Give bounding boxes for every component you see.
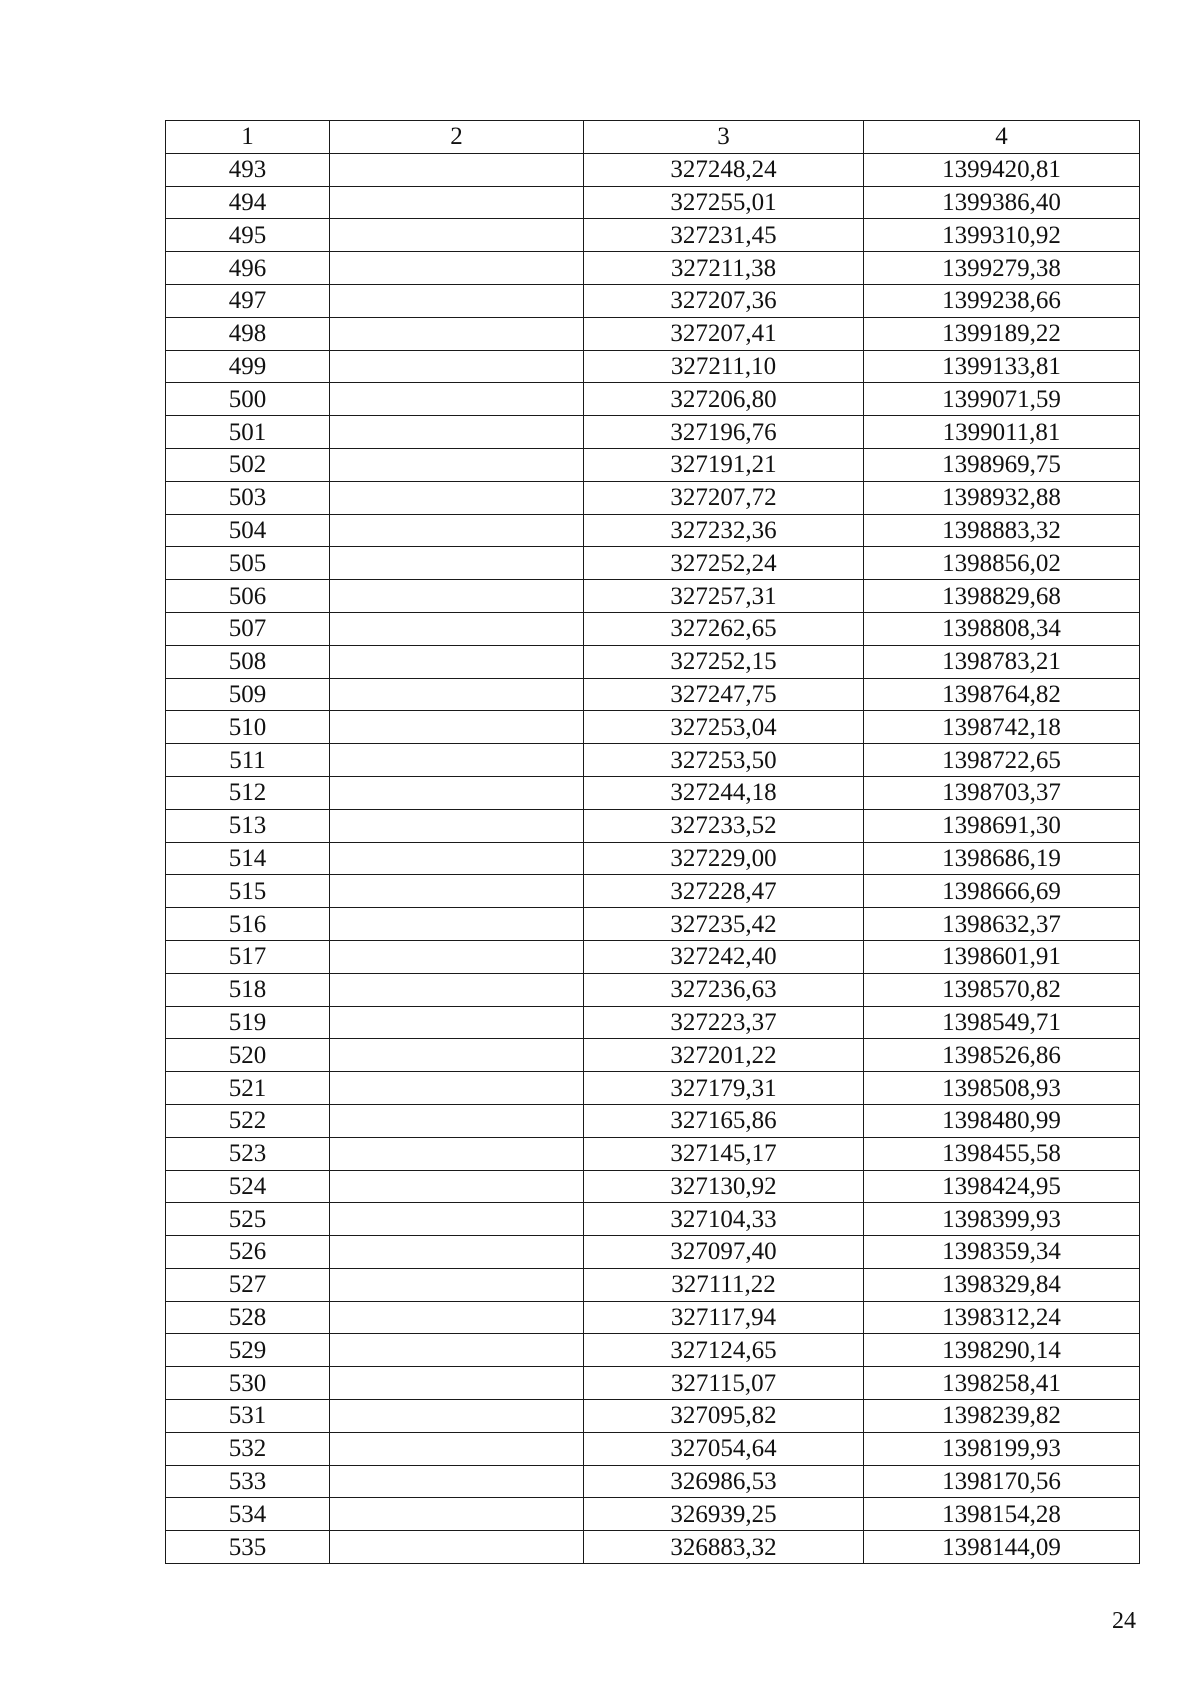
table-cell-col-2 — [330, 350, 584, 383]
table-cell-col-1: 518 — [166, 973, 330, 1006]
table-cell-col-3: 327228,47 — [584, 875, 864, 908]
table-cell-col-4: 1399133,81 — [864, 350, 1140, 383]
table-cell-col-1: 529 — [166, 1334, 330, 1367]
table-cell-col-2 — [330, 1268, 584, 1301]
table-cell-col-4: 1398632,37 — [864, 908, 1140, 941]
table-cell-col-3: 327201,22 — [584, 1039, 864, 1072]
table-cell-col-2 — [330, 1301, 584, 1334]
table-cell-col-3: 327253,50 — [584, 744, 864, 777]
table-row — [166, 481, 1140, 514]
table-cell-col-1: 519 — [166, 1006, 330, 1039]
table-cell-col-1: 521 — [166, 1072, 330, 1105]
table-row — [166, 645, 1140, 678]
table-cell-col-3: 327207,36 — [584, 284, 864, 317]
table-cell-col-4: 1398969,75 — [864, 448, 1140, 481]
table-cell-col-3: 327115,07 — [584, 1367, 864, 1400]
table-cell-col-4: 1398508,93 — [864, 1072, 1140, 1105]
table-cell-col-2 — [330, 1203, 584, 1236]
table-row — [166, 1072, 1140, 1105]
table-cell-col-1: 497 — [166, 284, 330, 317]
table-cell-col-1: 500 — [166, 383, 330, 416]
table-cell-col-4: 1399310,92 — [864, 219, 1140, 252]
table-cell-col-2 — [330, 1498, 584, 1531]
table-row — [166, 1039, 1140, 1072]
table-cell-col-4: 1398783,21 — [864, 645, 1140, 678]
table-cell-col-3: 327252,15 — [584, 645, 864, 678]
table-cell-col-3: 327196,76 — [584, 416, 864, 449]
table-cell-col-3: 327095,82 — [584, 1400, 864, 1433]
table-cell-col-1: 508 — [166, 645, 330, 678]
table-row — [166, 1465, 1140, 1498]
table-cell-col-1: 525 — [166, 1203, 330, 1236]
table-cell-col-1: 532 — [166, 1432, 330, 1465]
table-row — [166, 219, 1140, 252]
table-cell-col-1: 526 — [166, 1236, 330, 1269]
table-row — [166, 1432, 1140, 1465]
table-cell-col-2 — [330, 1006, 584, 1039]
table-cell-col-3: 327097,40 — [584, 1236, 864, 1269]
table-cell-col-3: 327130,92 — [584, 1170, 864, 1203]
table-cell-col-4: 1398480,99 — [864, 1104, 1140, 1137]
table-cell-col-1: 523 — [166, 1137, 330, 1170]
table-cell-col-4: 1399279,38 — [864, 252, 1140, 285]
table-cell-col-4: 1399189,22 — [864, 317, 1140, 350]
table-cell-col-1: 533 — [166, 1465, 330, 1498]
table-cell-col-3: 327252,24 — [584, 547, 864, 580]
table-row — [166, 875, 1140, 908]
table-cell-col-2 — [330, 219, 584, 252]
table-row — [166, 842, 1140, 875]
table-cell-col-2 — [330, 1400, 584, 1433]
table-cell-col-2 — [330, 284, 584, 317]
table-cell-col-2 — [330, 416, 584, 449]
table-cell-col-2 — [330, 383, 584, 416]
table-cell-col-4: 1398703,37 — [864, 776, 1140, 809]
table-cell-col-1: 530 — [166, 1367, 330, 1400]
table-cell-col-4: 1399420,81 — [864, 153, 1140, 186]
table-cell-col-4: 1398570,82 — [864, 973, 1140, 1006]
table-cell-col-4: 1398359,34 — [864, 1236, 1140, 1269]
table-cell-col-1: 534 — [166, 1498, 330, 1531]
table-cell-col-3: 327179,31 — [584, 1072, 864, 1105]
table-cell-col-2 — [330, 1236, 584, 1269]
table-cell-col-1: 503 — [166, 481, 330, 514]
table-cell-col-4: 1398526,86 — [864, 1039, 1140, 1072]
table-cell-col-1: 517 — [166, 940, 330, 973]
table-cell-col-4: 1398686,19 — [864, 842, 1140, 875]
table-cell-col-4: 1398199,93 — [864, 1432, 1140, 1465]
table-cell-col-1: 516 — [166, 908, 330, 941]
table-row — [166, 973, 1140, 1006]
table-cell-col-4: 1398239,82 — [864, 1400, 1140, 1433]
table-cell-col-4: 1398144,09 — [864, 1531, 1140, 1564]
table-cell-col-3: 327232,36 — [584, 514, 864, 547]
table-cell-col-2 — [330, 645, 584, 678]
table-cell-col-1: 505 — [166, 547, 330, 580]
table-cell-col-2 — [330, 448, 584, 481]
table-cell-col-2 — [330, 776, 584, 809]
table-cell-col-4: 1398883,32 — [864, 514, 1140, 547]
table-row — [166, 776, 1140, 809]
table-row — [166, 416, 1140, 449]
table-cell-col-3: 327255,01 — [584, 186, 864, 219]
table-cell-col-2 — [330, 1104, 584, 1137]
table-cell-col-1: 496 — [166, 252, 330, 285]
table-cell-col-2 — [330, 317, 584, 350]
table-cell-col-1: 513 — [166, 809, 330, 842]
table-cell-col-3: 327206,80 — [584, 383, 864, 416]
table-cell-col-3: 327257,31 — [584, 580, 864, 613]
table-cell-col-4: 1398742,18 — [864, 711, 1140, 744]
table-cell-col-2 — [330, 908, 584, 941]
table-cell-col-4: 1398290,14 — [864, 1334, 1140, 1367]
table-cell-col-1: 531 — [166, 1400, 330, 1433]
column-header-1: 1 — [166, 121, 330, 154]
table-cell-col-3: 327124,65 — [584, 1334, 864, 1367]
table-cell-col-3: 327207,41 — [584, 317, 864, 350]
table-header — [166, 121, 1140, 154]
table-row — [166, 1137, 1140, 1170]
table-cell-col-1: 509 — [166, 678, 330, 711]
table-cell-col-4: 1398258,41 — [864, 1367, 1140, 1400]
table-cell-col-2 — [330, 940, 584, 973]
table-row — [166, 1498, 1140, 1531]
table-cell-col-2 — [330, 1465, 584, 1498]
table-row — [166, 547, 1140, 580]
table-row — [166, 1531, 1140, 1564]
table-cell-col-2 — [330, 1072, 584, 1105]
table-cell-col-3: 327054,64 — [584, 1432, 864, 1465]
table-row — [166, 1334, 1140, 1367]
table-cell-col-1: 494 — [166, 186, 330, 219]
table-cell-col-3: 326986,53 — [584, 1465, 864, 1498]
table-row — [166, 186, 1140, 219]
table-cell-col-2 — [330, 547, 584, 580]
table-cell-col-1: 502 — [166, 448, 330, 481]
table-cell-col-1: 506 — [166, 580, 330, 613]
table-row — [166, 580, 1140, 613]
table-row — [166, 1400, 1140, 1433]
table-cell-col-1: 528 — [166, 1301, 330, 1334]
table-row — [166, 252, 1140, 285]
table-cell-col-1: 507 — [166, 612, 330, 645]
table-row — [166, 612, 1140, 645]
table-cell-col-4: 1398808,34 — [864, 612, 1140, 645]
table-cell-col-3: 327117,94 — [584, 1301, 864, 1334]
table-cell-col-4: 1398666,69 — [864, 875, 1140, 908]
table-cell-col-4: 1398691,30 — [864, 809, 1140, 842]
table-cell-col-4: 1399238,66 — [864, 284, 1140, 317]
table-row — [166, 809, 1140, 842]
table-row — [166, 317, 1140, 350]
table-cell-col-3: 327235,42 — [584, 908, 864, 941]
table-cell-col-2 — [330, 678, 584, 711]
table-cell-col-4: 1399071,59 — [864, 383, 1140, 416]
table-cell-col-2 — [330, 809, 584, 842]
table-cell-col-2 — [330, 711, 584, 744]
table-cell-col-3: 327191,21 — [584, 448, 864, 481]
table-cell-col-2 — [330, 875, 584, 908]
table-cell-col-4: 1398856,02 — [864, 547, 1140, 580]
table-cell-col-2 — [330, 481, 584, 514]
table-cell-col-3: 327223,37 — [584, 1006, 864, 1039]
table-cell-col-1: 510 — [166, 711, 330, 744]
table-cell-col-3: 327231,45 — [584, 219, 864, 252]
table-cell-col-1: 527 — [166, 1268, 330, 1301]
table-row — [166, 448, 1140, 481]
table-cell-col-2 — [330, 1170, 584, 1203]
table-cell-col-3: 327244,18 — [584, 776, 864, 809]
table-cell-col-4: 1398154,28 — [864, 1498, 1140, 1531]
table-row — [166, 1170, 1140, 1203]
table-cell-col-3: 327242,40 — [584, 940, 864, 973]
table-cell-col-1: 495 — [166, 219, 330, 252]
table-cell-col-4: 1398829,68 — [864, 580, 1140, 613]
table-cell-col-3: 327211,38 — [584, 252, 864, 285]
table-cell-col-4: 1398424,95 — [864, 1170, 1140, 1203]
coordinates-table — [165, 120, 1140, 1564]
table-cell-col-4: 1398722,65 — [864, 744, 1140, 777]
table-cell-col-3: 327111,22 — [584, 1268, 864, 1301]
table-cell-col-3: 326883,32 — [584, 1531, 864, 1564]
table-row — [166, 1268, 1140, 1301]
table-row — [166, 1006, 1140, 1039]
table-cell-col-3: 327247,75 — [584, 678, 864, 711]
table-row — [166, 284, 1140, 317]
table-row — [166, 711, 1140, 744]
table-cell-col-3: 327211,10 — [584, 350, 864, 383]
table-cell-col-1: 535 — [166, 1531, 330, 1564]
column-header-4: 4 — [864, 121, 1140, 154]
table-cell-col-2 — [330, 1334, 584, 1367]
table-cell-col-1: 511 — [166, 744, 330, 777]
table-cell-col-1: 520 — [166, 1039, 330, 1072]
table-cell-col-1: 522 — [166, 1104, 330, 1137]
table-cell-col-3: 327253,04 — [584, 711, 864, 744]
table-row — [166, 744, 1140, 777]
table-cell-col-1: 524 — [166, 1170, 330, 1203]
table-cell-col-2 — [330, 1039, 584, 1072]
table-cell-col-1: 515 — [166, 875, 330, 908]
table-cell-col-3: 327229,00 — [584, 842, 864, 875]
table-cell-col-2 — [330, 514, 584, 547]
table-row — [166, 678, 1140, 711]
table-cell-col-1: 499 — [166, 350, 330, 383]
header-row — [166, 121, 1140, 154]
table-cell-col-2 — [330, 973, 584, 1006]
table-cell-col-1: 498 — [166, 317, 330, 350]
table-cell-col-3: 327165,86 — [584, 1104, 864, 1137]
table-cell-col-3: 327233,52 — [584, 809, 864, 842]
table-row — [166, 153, 1140, 186]
table-cell-col-4: 1398399,93 — [864, 1203, 1140, 1236]
table-cell-col-3: 327236,63 — [584, 973, 864, 1006]
table-cell-col-1: 501 — [166, 416, 330, 449]
table-cell-col-2 — [330, 1137, 584, 1170]
table-cell-col-2 — [330, 1531, 584, 1564]
table-cell-col-4: 1398601,91 — [864, 940, 1140, 973]
table-cell-col-4: 1398170,56 — [864, 1465, 1140, 1498]
table-row — [166, 1104, 1140, 1137]
table-cell-col-3: 327145,17 — [584, 1137, 864, 1170]
table-cell-col-1: 512 — [166, 776, 330, 809]
table-cell-col-1: 514 — [166, 842, 330, 875]
table-row — [166, 514, 1140, 547]
table-cell-col-2 — [330, 612, 584, 645]
page-number: 24 — [1112, 1608, 1136, 1634]
table-cell-col-4: 1398455,58 — [864, 1137, 1140, 1170]
table-cell-col-3: 327262,65 — [584, 612, 864, 645]
table-cell-col-2 — [330, 842, 584, 875]
column-header-3: 3 — [584, 121, 864, 154]
table-cell-col-2 — [330, 252, 584, 285]
table-cell-col-2 — [330, 186, 584, 219]
table-cell-col-4: 1399011,81 — [864, 416, 1140, 449]
table-cell-col-2 — [330, 580, 584, 613]
table-row — [166, 1236, 1140, 1269]
table-cell-col-2 — [330, 1432, 584, 1465]
column-header-2: 2 — [330, 121, 584, 154]
table-cell-col-4: 1398932,88 — [864, 481, 1140, 514]
table-cell-col-4: 1398312,24 — [864, 1301, 1140, 1334]
table-cell-col-1: 504 — [166, 514, 330, 547]
table-cell-col-3: 326939,25 — [584, 1498, 864, 1531]
table-cell-col-4: 1399386,40 — [864, 186, 1140, 219]
table-cell-col-3: 327207,72 — [584, 481, 864, 514]
table-cell-col-4: 1398329,84 — [864, 1268, 1140, 1301]
table-cell-col-4: 1398549,71 — [864, 1006, 1140, 1039]
table-row — [166, 350, 1140, 383]
table-cell-col-1: 493 — [166, 153, 330, 186]
table-cell-col-2 — [330, 744, 584, 777]
table-cell-col-4: 1398764,82 — [864, 678, 1140, 711]
table-row — [166, 940, 1140, 973]
table-row — [166, 1367, 1140, 1400]
table-cell-col-2 — [330, 1367, 584, 1400]
table-row — [166, 908, 1140, 941]
table-row — [166, 383, 1140, 416]
table-cell-col-3: 327104,33 — [584, 1203, 864, 1236]
table-row — [166, 1203, 1140, 1236]
table-cell-col-2 — [330, 153, 584, 186]
table-cell-col-3: 327248,24 — [584, 153, 864, 186]
table-body — [166, 153, 1140, 1563]
table-row — [166, 1301, 1140, 1334]
